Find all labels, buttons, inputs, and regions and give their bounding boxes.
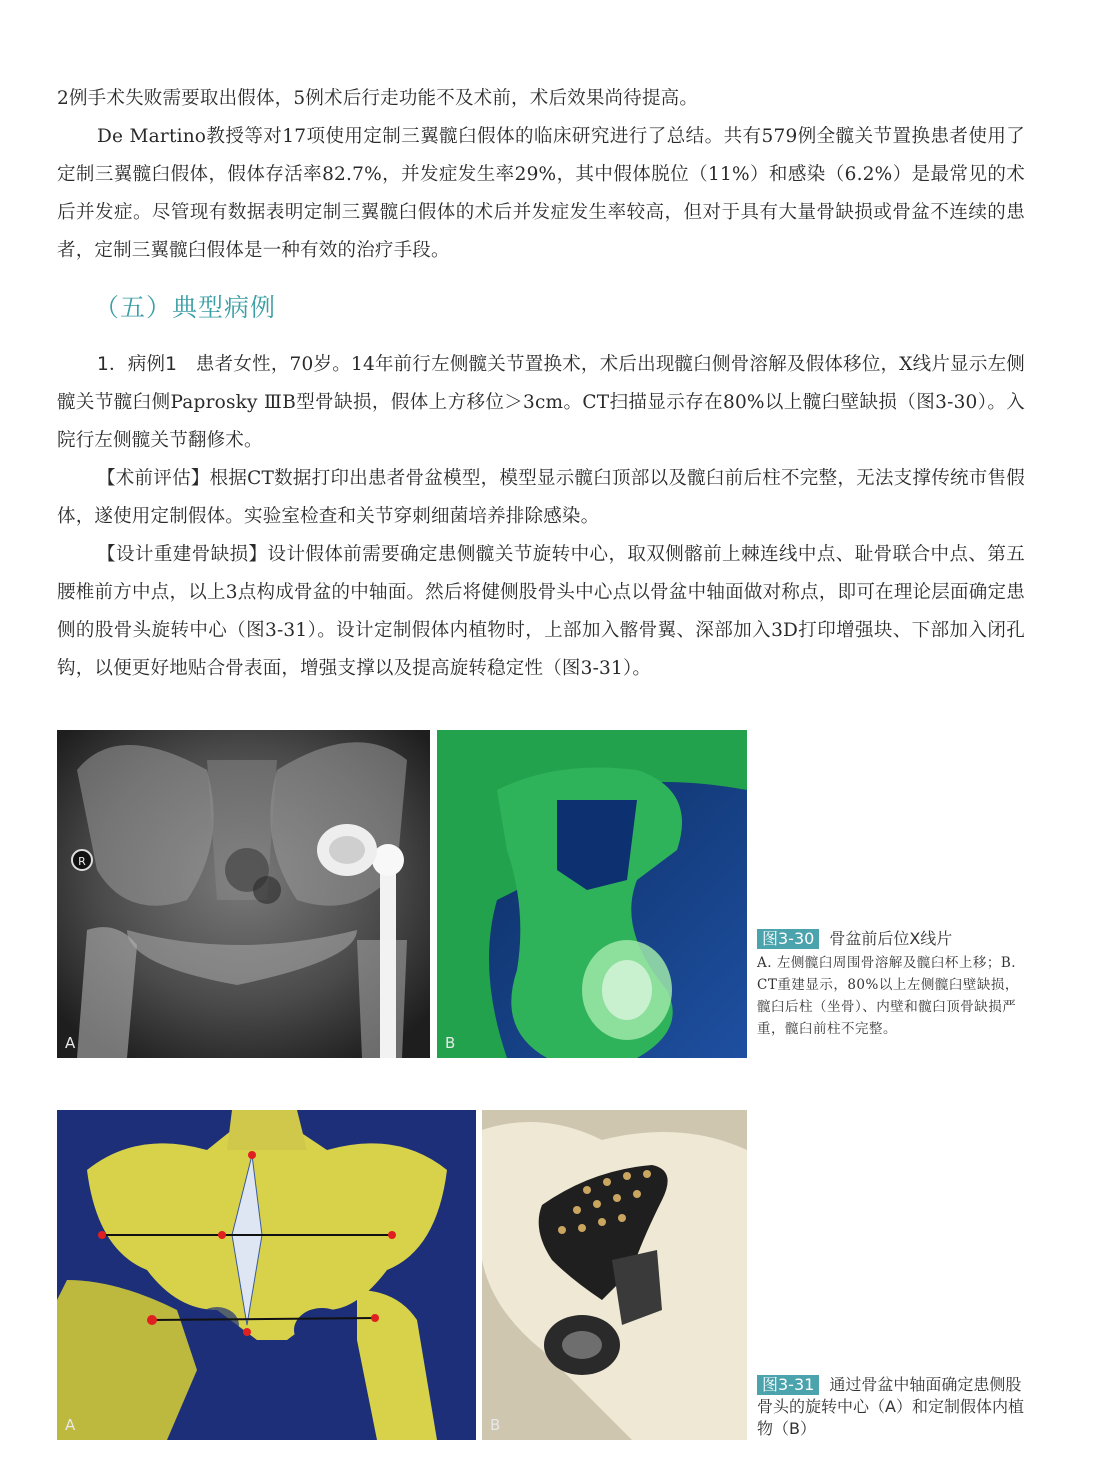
preop-text: 根据CT数据打印出患者骨盆模型，模型显示髋臼顶部以及髋臼前后柱不完整，无法支撑传统市售假体，遂使用定制假体。实验室检查和关节穿刺细菌培养排除感染。 (57, 468, 1025, 527)
paragraph-case1 (57, 346, 1025, 460)
figure-tag: 图3-31 (757, 1375, 819, 1395)
caption-text-block (757, 1374, 1027, 1440)
figure-3-30-b-ct (437, 730, 747, 1058)
implant-image (482, 1110, 747, 1440)
paragraph-preop (57, 460, 1025, 536)
case-text: 患者女性，70岁。14年前行左侧髋关节置换术，术后出现髋臼侧骨溶解及假体移位，X线片显示左侧髋关节髋臼侧Paprosky ⅢB型骨缺损，假体上方移位＞3cm。CT扫描显示存在80%以上髋臼壁缺损（图3-30）。入院行左侧髋关节翻修术。 (57, 354, 1026, 451)
preop-label: 【术前评估】 (97, 468, 210, 489)
figure-3-31-a-model (57, 1110, 476, 1440)
caption-body: A. 左侧髋臼周围骨溶解及髋臼杯上移；B. CT重建显示，80%以上左侧髋臼壁缺损，髋臼后柱（坐骨）、内壁和髋臼顶骨缺损严重，髋臼前柱不完整。 (757, 955, 1019, 1037)
ct-image (437, 730, 747, 1058)
caption-text: 通过骨盆中轴面确定患侧股骨头的旋转中心（A）和定制假体内植物（B） (757, 1375, 1024, 1438)
paragraph-de-martino (57, 118, 1025, 270)
caption-title: 骨盆前后位X线片 (829, 929, 953, 948)
paragraph-continuation (57, 80, 1025, 118)
caption-3-30 (757, 928, 1027, 1040)
model-image (57, 1110, 476, 1440)
marker-label: R (78, 855, 86, 868)
design-text: 设计假体前需要确定患侧髋关节旋转中心，取双侧髂前上棘连线中点、耻骨联合中点、第五腰椎前方中点，以上3点构成骨盆的中轴面。然后将健侧股骨头中心点以骨盆中轴面做对称点，即可在理论层面确定患侧的股骨头旋转中心（图3-31）。设计定制假体内植物时，上部加入髂骨翼、深部加入3D打印增强块、下部加入闭孔钩，以便更好地贴合骨表面，增强支撑以及提高旋转稳定性（图3-31）。 (57, 544, 1025, 679)
panel-letter-a: A (65, 1034, 76, 1052)
figure-3-30-a-xray (57, 730, 430, 1058)
caption-3-31 (757, 1374, 1027, 1440)
figure-tag: 图3-30 (757, 929, 819, 949)
paragraph-text: 2例手术失败需要取出假体，5例术后行走功能不及术前，术后效果尚待提高。 (57, 88, 699, 109)
figure-3-31-b-implant (482, 1110, 747, 1440)
paragraph-text: De Martino教授等对17项使用定制三翼髋臼假体的临床研究进行了总结。共有579例全髋关节置换患者使用了定制三翼髋臼假体，假体存活率82.7%，并发症发生率29%，其中假体脱位（11%）和感染（6.2%）是最常见的术后并发症。尽管现有数据表明定制三翼髋臼假体的术后并发症发生率较高，但对于具有大量骨缺损或骨盆不连续的患者，定制三翼髋臼假体是一种有效的治疗手段。 (57, 126, 1025, 261)
paragraph-design (57, 536, 1025, 688)
panel-letter-b: B (445, 1034, 456, 1052)
section-heading: （五）典型病例 (94, 293, 277, 322)
panel-letter-b: B (490, 1416, 501, 1434)
caption-heading (757, 928, 1027, 950)
panel-letter-a: A (65, 1416, 76, 1434)
xray-image (57, 730, 430, 1058)
case-lead: 1．病例1 (97, 354, 178, 375)
design-label: 【设计重建骨缺损】 (97, 544, 268, 565)
